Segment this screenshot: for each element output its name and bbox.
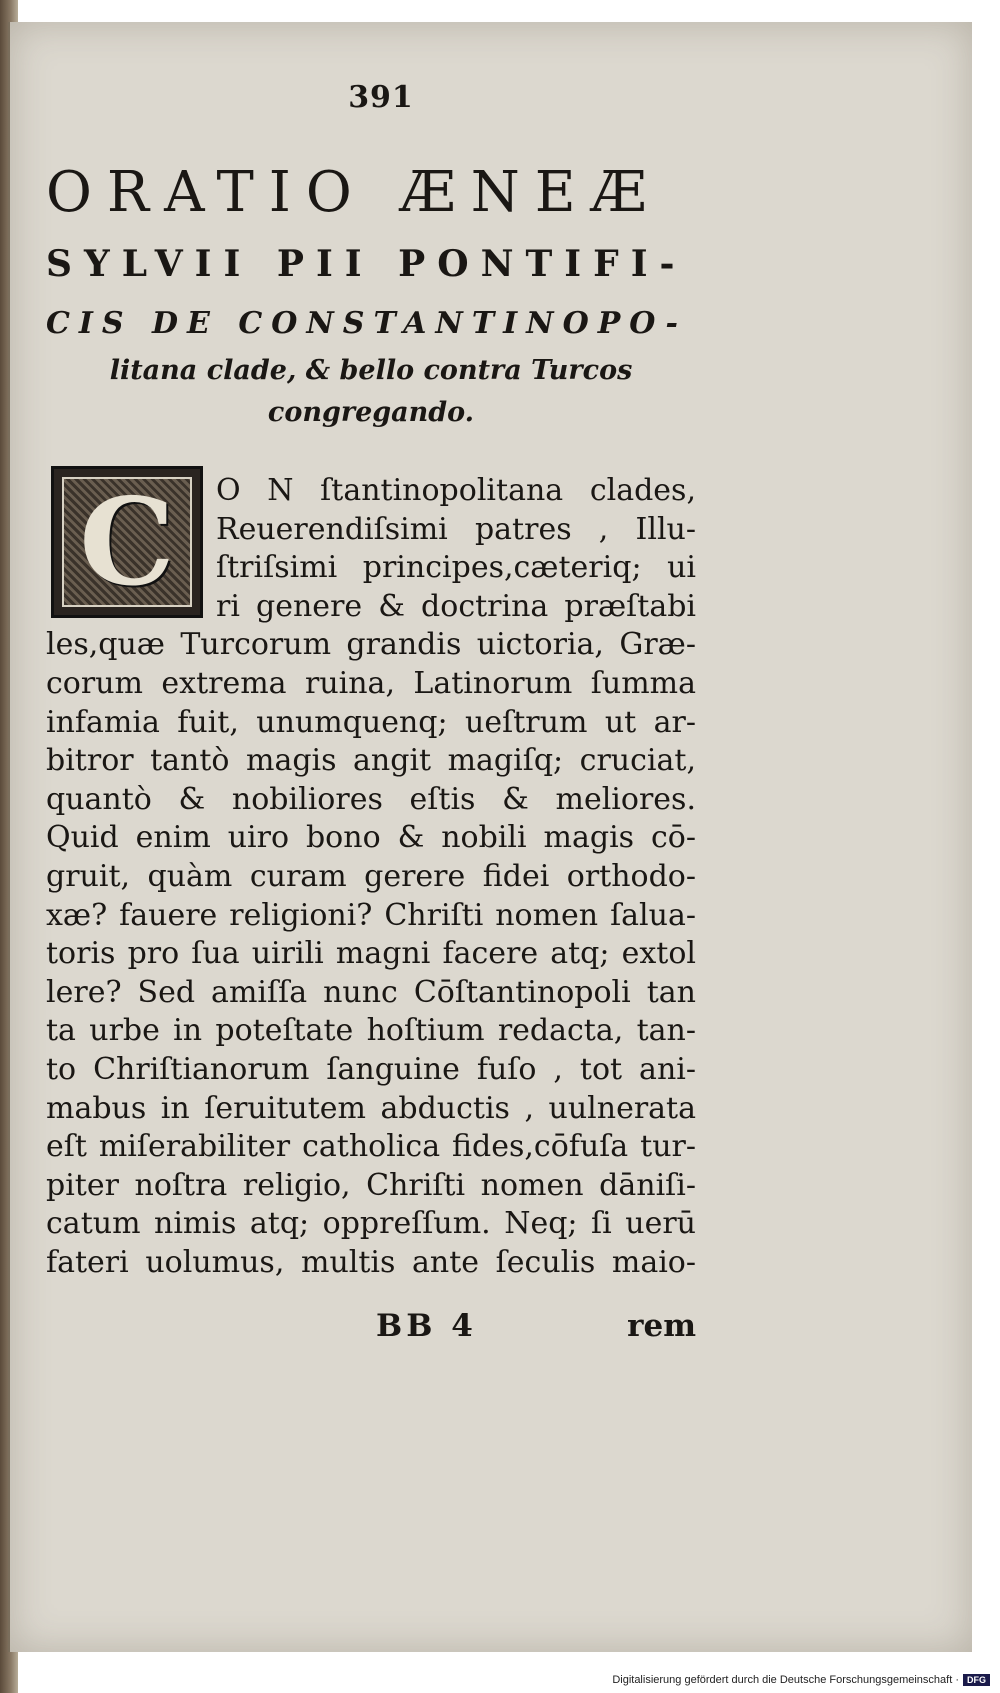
body-line: ri genere & doctrina præſtabi	[216, 588, 696, 624]
body-line: ſtriſsimi principes,cæteriq; ui	[216, 550, 696, 586]
subtitle-line-1: litana clade, & bello contra Turcos	[109, 355, 633, 386]
body-line: Reuerendiſsimi patres , Illu-	[216, 511, 696, 547]
body-line: toris pro ſua uirili magni facere atq; extol	[46, 936, 696, 972]
body-line: catum nimis atq; oppreſſum. Neq; ſi uerū	[46, 1206, 696, 1242]
initial-letter: C	[79, 471, 175, 613]
book-page	[8, 22, 972, 1652]
page-number: 391	[348, 80, 414, 115]
body-line: infamia fuit, unumquenq; ueſtrum ut ar-	[46, 704, 696, 740]
body-line: corum extrema ruina, Latinorum ſumma	[46, 666, 696, 701]
credit-text: Digitalisierung gefördert durch die Deutsche Forschungsgemeinschaft ·	[612, 1674, 959, 1686]
title-line-2: SYLVII PII PONTIFI-	[46, 243, 687, 285]
body-line: to Chriſtianorum ſanguine fuſo , tot ani-	[46, 1052, 696, 1087]
body-line: piter noſtra religio, Chriſti nomen dāniſi-	[46, 1167, 696, 1203]
body-line: fateri uolumus, multis ante ſeculis maio-	[46, 1245, 696, 1280]
body-line: xæ? fauere religioni? Chriſti nomen ſalua-	[46, 897, 696, 933]
catchword: rem	[627, 1308, 696, 1344]
body-line: mabus in ſeruitutem abductis , uulnerata	[46, 1090, 696, 1126]
dfg-logo-icon: DFG	[963, 1674, 990, 1686]
title-line-1: ORATIO ÆNEÆ	[46, 160, 662, 225]
body-line: bitror tantò magis angit magiſq; cruciat,	[46, 743, 696, 779]
title-line-3: CIS DE CONSTANTINOPO-	[46, 306, 687, 341]
footer-line	[46, 1308, 696, 1348]
body-line: les,quæ Turcorum grandis uictoria, Græ-	[46, 627, 696, 663]
digitization-credit	[612, 1674, 990, 1686]
body-line: Quid enim uiro bono & nobili magis cō-	[46, 820, 696, 856]
decorated-initial	[51, 466, 203, 618]
body-line: O N ſtantinopolitana clades,	[216, 473, 696, 508]
body-line: lere? Sed amiſſa nunc Cōſtantinopoli tan	[46, 974, 696, 1010]
body-line: quantò & nobiliores eſtis & meliores.	[46, 781, 696, 817]
signature-mark: BB 4	[376, 1308, 477, 1344]
body-line: ta urbe in poteſtate hoſtium redacta, tan-	[46, 1013, 696, 1049]
body-line: gruit, quàm curam gerere fidei orthodo-	[46, 859, 696, 894]
body-line: eſt miſerabiliter catholica fides,cōfuſa tur-	[46, 1129, 696, 1165]
subtitle-line-2: congregando.	[267, 397, 475, 428]
